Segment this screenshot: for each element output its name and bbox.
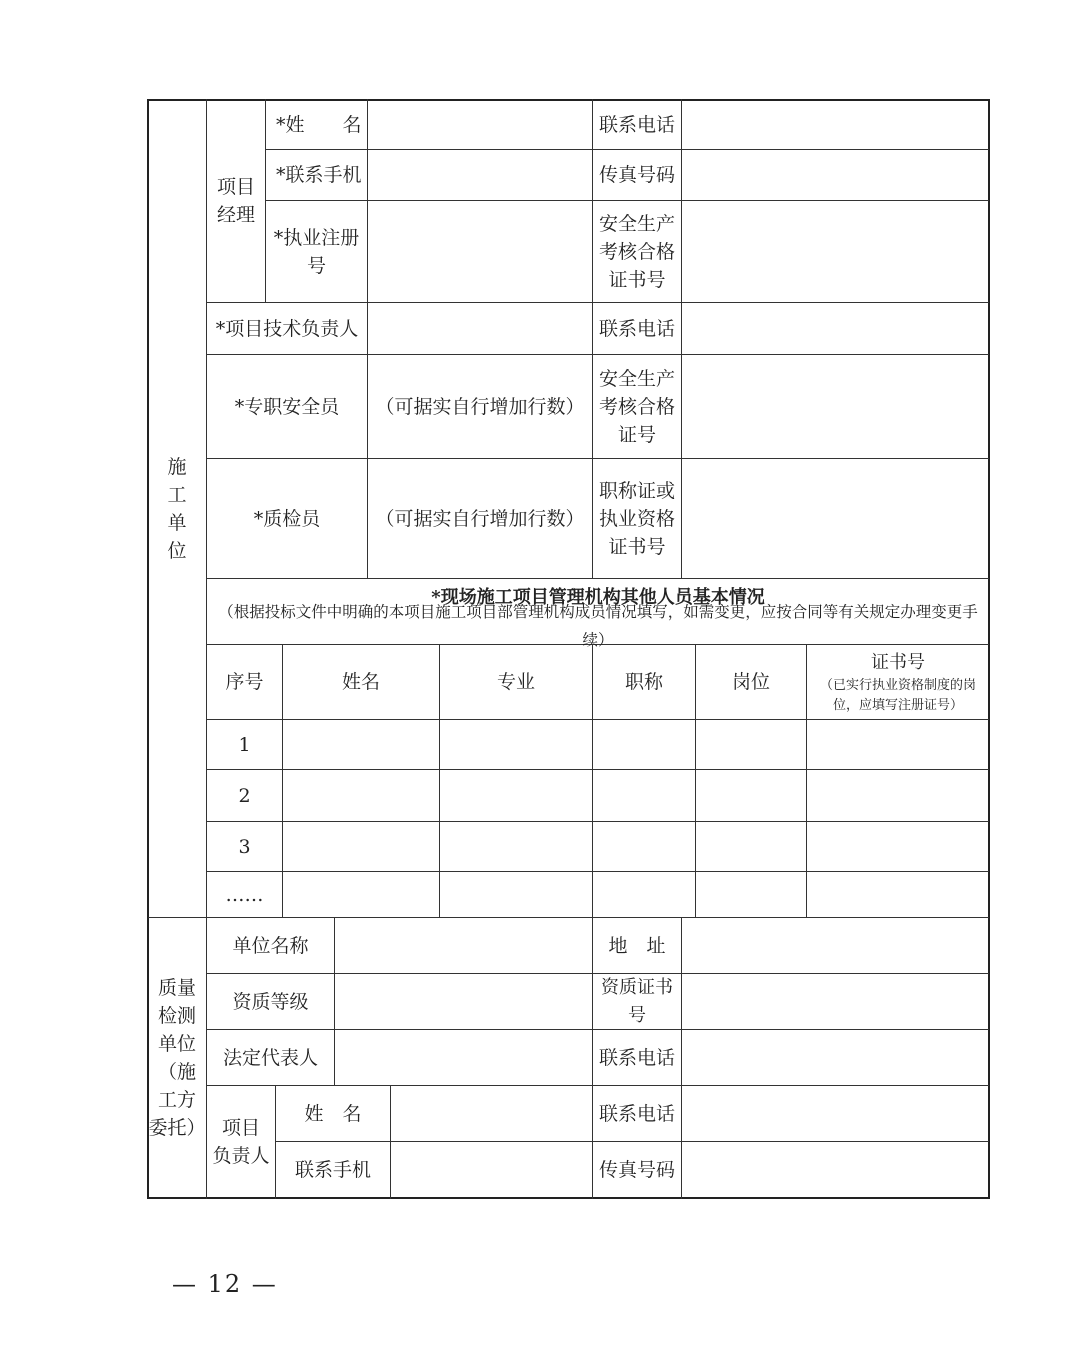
header-cert-label: 证书号 bbox=[871, 652, 925, 673]
grid-line bbox=[207, 578, 989, 579]
tech-lead-phone-field[interactable] bbox=[682, 303, 989, 354]
project-manager-label: 项目 经理 bbox=[216, 176, 255, 226]
other-personnel-note: （根据投标文件中明确的本项目施工项目部管理机构成员情况填写，如需变更，应按合同等有关规定办理变更手续） bbox=[218, 603, 978, 649]
safety-officer-note[interactable]: （可据实自行增加行数） bbox=[375, 395, 585, 418]
grid-line bbox=[207, 821, 989, 822]
header-post: 岗位 bbox=[731, 671, 770, 693]
lead-phone-label: 联系电话 bbox=[598, 1102, 675, 1125]
unit-name-label: 单位名称 bbox=[232, 934, 309, 957]
row-seq: 2 bbox=[238, 784, 251, 807]
pm-phone-field[interactable] bbox=[682, 100, 989, 149]
tech-lead-phone-label: 联系电话 bbox=[598, 317, 675, 340]
legal-rep-label: 法定代表人 bbox=[222, 1046, 318, 1069]
pm-mobile-field[interactable] bbox=[368, 150, 592, 200]
legal-rep-phone-label: 联系电话 bbox=[598, 1046, 675, 1069]
row-seq: 3 bbox=[238, 835, 251, 858]
pm-mobile-label: *联系手机 bbox=[276, 164, 362, 186]
header-name: 姓名 bbox=[341, 671, 380, 693]
pm-registration-label: *执业注册 号 bbox=[273, 226, 360, 277]
tech-lead-label: *项目技术负责人 bbox=[215, 317, 359, 340]
qc-inspector-cert-label: 职称证或 执业资格 证书号 bbox=[598, 479, 675, 558]
page-number: — 12 — bbox=[172, 1270, 278, 1298]
qc-inspector-cert-field[interactable] bbox=[682, 459, 989, 578]
grid-line bbox=[207, 719, 989, 720]
lead-phone-field[interactable] bbox=[682, 1086, 989, 1141]
lead-fax-field[interactable] bbox=[682, 1142, 989, 1198]
header-title: 职称 bbox=[624, 671, 663, 693]
pm-fax-label: 传真号码 bbox=[598, 164, 675, 186]
lead-mobile-field[interactable] bbox=[391, 1142, 592, 1198]
header-major: 专业 bbox=[496, 671, 535, 693]
header-cert bbox=[807, 647, 989, 719]
pm-safety-cert-label: 安全生产 考核合格 证书号 bbox=[598, 212, 675, 291]
grid-line bbox=[207, 769, 989, 770]
legal-rep-field[interactable] bbox=[335, 1030, 592, 1085]
tech-lead-field[interactable] bbox=[368, 303, 592, 354]
safety-officer-label: *专职安全员 bbox=[234, 395, 340, 418]
lead-name-label: 姓 名 bbox=[304, 1102, 362, 1125]
qualification-cert-field[interactable] bbox=[682, 974, 989, 1029]
address-field[interactable] bbox=[682, 918, 989, 973]
safety-officer-cert-field[interactable] bbox=[682, 355, 989, 458]
header-cert-note: （已实行执业资格制度的岗位，应填写注册证号） bbox=[819, 678, 976, 713]
row-seq: …… bbox=[225, 883, 264, 906]
qc-inspector-label: *质检员 bbox=[253, 507, 321, 530]
qualification-cert-label: 资质证书号 bbox=[601, 976, 673, 1026]
header-seq: 序号 bbox=[225, 671, 264, 693]
lead-fax-label: 传真号码 bbox=[598, 1159, 675, 1181]
lead-name-field[interactable] bbox=[391, 1086, 592, 1141]
qualification-level-label: 资质等级 bbox=[232, 990, 309, 1013]
pm-phone-label: 联系电话 bbox=[598, 113, 675, 136]
pm-registration-field[interactable] bbox=[368, 201, 592, 302]
grid-line bbox=[207, 871, 989, 872]
safety-officer-cert-label: 安全生产 考核合格 证号 bbox=[598, 367, 675, 446]
legal-rep-phone-field[interactable] bbox=[682, 1030, 989, 1085]
pm-name-label: *姓 名 bbox=[276, 113, 362, 136]
construction-unit-label: 施 工 单 位 bbox=[167, 455, 187, 562]
other-personnel-title: *现场施工项目管理机构其他人员基本情况 bbox=[431, 587, 765, 608]
unit-name-field[interactable] bbox=[335, 918, 592, 973]
qualification-level-field[interactable] bbox=[335, 974, 592, 1029]
qc-inspector-note[interactable]: （可据实自行增加行数） bbox=[375, 507, 585, 530]
pm-safety-cert-field[interactable] bbox=[682, 201, 989, 302]
row-seq: 1 bbox=[238, 733, 251, 756]
address-label: 地 址 bbox=[608, 934, 666, 957]
qc-unit-label: 质量 检测 单位 （施 工方 委托） bbox=[148, 977, 206, 1139]
pm-fax-field[interactable] bbox=[682, 150, 989, 200]
project-lead-label: 项目 负责人 bbox=[212, 1117, 270, 1167]
pm-name-field[interactable] bbox=[368, 100, 592, 149]
lead-mobile-label: 联系手机 bbox=[294, 1159, 371, 1181]
